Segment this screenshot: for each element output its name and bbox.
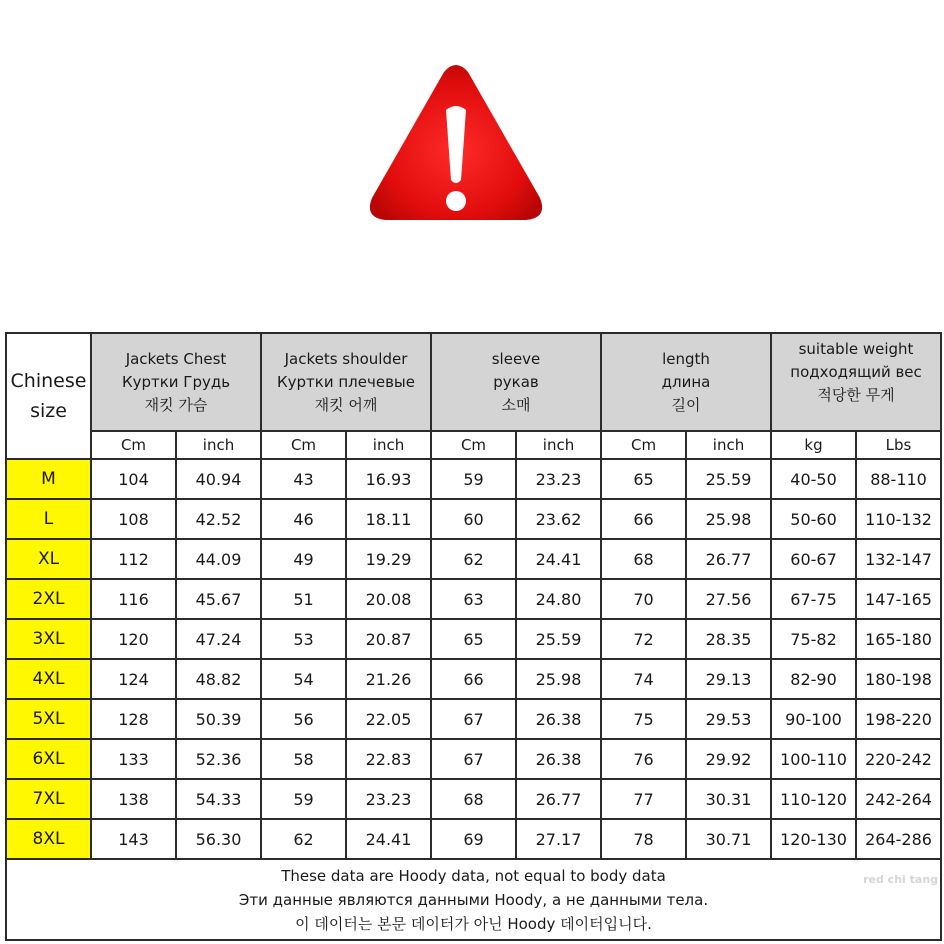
- table-cell: 88-110: [856, 459, 941, 499]
- header-chest-en: Jackets Chest: [125, 349, 227, 368]
- table-cell: 220-242: [856, 739, 941, 779]
- table-cell: 76: [601, 739, 686, 779]
- header-sleeve-ru: рукав: [493, 372, 539, 391]
- table-cell: 29.13: [686, 659, 771, 699]
- table-cell: 69: [431, 819, 516, 859]
- table-cell: 26.38: [516, 699, 601, 739]
- header-weight-en: suitable weight: [798, 340, 914, 358]
- note-cell: [6, 859, 941, 940]
- unit-cell: inch: [686, 431, 771, 459]
- header-shoulder-ko: 재킷 어깨: [314, 395, 378, 414]
- size-cell: 3XL: [6, 619, 91, 659]
- table-cell: 63: [431, 579, 516, 619]
- table-cell: 165-180: [856, 619, 941, 659]
- table-cell: 51: [261, 579, 346, 619]
- table-cell: 25.98: [686, 499, 771, 539]
- table-cell: 19.29: [346, 539, 431, 579]
- table-cell: 27.17: [516, 819, 601, 859]
- table-row: [6, 779, 941, 819]
- header-length: [601, 333, 771, 431]
- table-row: [6, 659, 941, 699]
- table-cell: 18.11: [346, 499, 431, 539]
- table-row: [6, 499, 941, 539]
- corner-line1: Chinese: [10, 370, 87, 392]
- table-cell: 66: [601, 499, 686, 539]
- table-cell: 25.59: [686, 459, 771, 499]
- table-cell: 104: [91, 459, 176, 499]
- table-cell: 50-60: [771, 499, 856, 539]
- header-shoulder: [261, 333, 431, 431]
- table-cell: 23.23: [516, 459, 601, 499]
- table-cell: 75: [601, 699, 686, 739]
- note-ko: 이 데이터는 본문 데이터가 아닌 Hoody 데이터입니다.: [295, 914, 652, 933]
- table-cell: 20.87: [346, 619, 431, 659]
- unit-row: [6, 431, 941, 459]
- table-cell: 43: [261, 459, 346, 499]
- header-weight-ru: подходящий вес: [790, 363, 922, 381]
- header-shoulder-en: Jackets shoulder: [284, 349, 408, 368]
- table-cell: 47.24: [176, 619, 261, 659]
- table-cell: 29.53: [686, 699, 771, 739]
- header-chest: [91, 333, 261, 431]
- table-cell: 24.41: [346, 819, 431, 859]
- table-cell: 29.92: [686, 739, 771, 779]
- size-cell: L: [6, 499, 91, 539]
- table-cell: 143: [91, 819, 176, 859]
- header-sleeve-en: sleeve: [491, 349, 541, 368]
- table-cell: 60-67: [771, 539, 856, 579]
- table-cell: 132-147: [856, 539, 941, 579]
- unit-cell: inch: [516, 431, 601, 459]
- table-cell: 60: [431, 499, 516, 539]
- table-cell: 138: [91, 779, 176, 819]
- table-cell: 23.23: [346, 779, 431, 819]
- table-cell: 68: [431, 779, 516, 819]
- chinese-size-header: [6, 333, 91, 459]
- table-cell: 100-110: [771, 739, 856, 779]
- table-cell: 48.82: [176, 659, 261, 699]
- header-length-ko: 길이: [671, 395, 701, 414]
- table-cell: 72: [601, 619, 686, 659]
- table-cell: 264-286: [856, 819, 941, 859]
- table-cell: 40-50: [771, 459, 856, 499]
- table-cell: 54: [261, 659, 346, 699]
- table-cell: 67-75: [771, 579, 856, 619]
- table-cell: 46: [261, 499, 346, 539]
- table-cell: 147-165: [856, 579, 941, 619]
- header-weight: [771, 333, 941, 431]
- table-cell: 53: [261, 619, 346, 659]
- table-row: [6, 819, 941, 859]
- table-cell: 16.93: [346, 459, 431, 499]
- table-cell: 23.62: [516, 499, 601, 539]
- size-cell: XL: [6, 539, 91, 579]
- table-cell: 40.94: [176, 459, 261, 499]
- header-weight-ko: 적당한 무게: [817, 386, 895, 404]
- table-cell: 26.77: [516, 779, 601, 819]
- header-length-en: length: [662, 349, 710, 368]
- table-cell: 120-130: [771, 819, 856, 859]
- table-cell: 45.67: [176, 579, 261, 619]
- size-cell: 4XL: [6, 659, 91, 699]
- table-cell: 242-264: [856, 779, 941, 819]
- table-row: [6, 699, 941, 739]
- unit-cell: Lbs: [856, 431, 941, 459]
- unit-cell: Cm: [261, 431, 346, 459]
- table-cell: 65: [601, 459, 686, 499]
- note-en: These data are Hoody data, not equal to body data: [281, 866, 666, 885]
- table-cell: 62: [261, 819, 346, 859]
- table-cell: 50.39: [176, 699, 261, 739]
- table-cell: 20.08: [346, 579, 431, 619]
- table-cell: 112: [91, 539, 176, 579]
- unit-cell: inch: [176, 431, 261, 459]
- table-cell: 56: [261, 699, 346, 739]
- table-cell: 44.09: [176, 539, 261, 579]
- unit-cell: Cm: [91, 431, 176, 459]
- table-cell: 110-132: [856, 499, 941, 539]
- header-sleeve-ko: 소매: [501, 395, 531, 414]
- size-cell: M: [6, 459, 91, 499]
- table-cell: 25.98: [516, 659, 601, 699]
- table-cell: 77: [601, 779, 686, 819]
- table-cell: 75-82: [771, 619, 856, 659]
- header-chest-ru: Куртки Грудь: [121, 372, 231, 391]
- watermark: red chi tang: [863, 873, 939, 886]
- table-cell: 74: [601, 659, 686, 699]
- table-cell: 65: [431, 619, 516, 659]
- note-ru: Эти данные являются данными Hoody, а не данными тела.: [238, 890, 709, 909]
- table-cell: 67: [431, 699, 516, 739]
- table-cell: 62: [431, 539, 516, 579]
- unit-cell: Cm: [431, 431, 516, 459]
- table-cell: 66: [431, 659, 516, 699]
- table-cell: 124: [91, 659, 176, 699]
- table-cell: 128: [91, 699, 176, 739]
- table-cell: 30.31: [686, 779, 771, 819]
- warning-triangle-icon: [366, 62, 546, 224]
- size-cell: 5XL: [6, 699, 91, 739]
- table-cell: 27.56: [686, 579, 771, 619]
- table-cell: 42.52: [176, 499, 261, 539]
- table-cell: 58: [261, 739, 346, 779]
- table-cell: 180-198: [856, 659, 941, 699]
- size-chart-table: [5, 332, 942, 941]
- table-cell: 68: [601, 539, 686, 579]
- table-cell: 21.26: [346, 659, 431, 699]
- size-cell: 2XL: [6, 579, 91, 619]
- header-row: [6, 333, 941, 431]
- table-cell: 30.71: [686, 819, 771, 859]
- table-cell: 59: [431, 459, 516, 499]
- table-cell: 108: [91, 499, 176, 539]
- table-cell: 116: [91, 579, 176, 619]
- table-cell: 198-220: [856, 699, 941, 739]
- table-cell: 24.41: [516, 539, 601, 579]
- table-cell: 26.77: [686, 539, 771, 579]
- table-cell: 22.83: [346, 739, 431, 779]
- size-cell: 8XL: [6, 819, 91, 859]
- unit-cell: Cm: [601, 431, 686, 459]
- header-sleeve: [431, 333, 601, 431]
- table-cell: 67: [431, 739, 516, 779]
- table-row: [6, 619, 941, 659]
- table-cell: 56.30: [176, 819, 261, 859]
- table-cell: 25.59: [516, 619, 601, 659]
- table-cell: 110-120: [771, 779, 856, 819]
- table-cell: 70: [601, 579, 686, 619]
- table-cell: 24.80: [516, 579, 601, 619]
- table-cell: 22.05: [346, 699, 431, 739]
- size-cell: 7XL: [6, 779, 91, 819]
- unit-cell: inch: [346, 431, 431, 459]
- size-cell: 6XL: [6, 739, 91, 779]
- header-shoulder-ru: Куртки плечевые: [277, 372, 415, 391]
- table-row: [6, 459, 941, 499]
- table-row: [6, 579, 941, 619]
- table-cell: 54.33: [176, 779, 261, 819]
- table-cell: 49: [261, 539, 346, 579]
- corner-line2: size: [30, 400, 67, 422]
- table-cell: 28.35: [686, 619, 771, 659]
- table-cell: 90-100: [771, 699, 856, 739]
- table-cell: 120: [91, 619, 176, 659]
- table-row: [6, 739, 941, 779]
- header-length-ru: длина: [661, 372, 711, 391]
- table-row: [6, 539, 941, 579]
- table-cell: 82-90: [771, 659, 856, 699]
- note-row: [6, 859, 941, 940]
- table-cell: 59: [261, 779, 346, 819]
- table-cell: 26.38: [516, 739, 601, 779]
- table-cell: 133: [91, 739, 176, 779]
- header-chest-ko: 재킷 가슴: [144, 395, 208, 414]
- unit-cell: kg: [771, 431, 856, 459]
- table-cell: 78: [601, 819, 686, 859]
- table-cell: 52.36: [176, 739, 261, 779]
